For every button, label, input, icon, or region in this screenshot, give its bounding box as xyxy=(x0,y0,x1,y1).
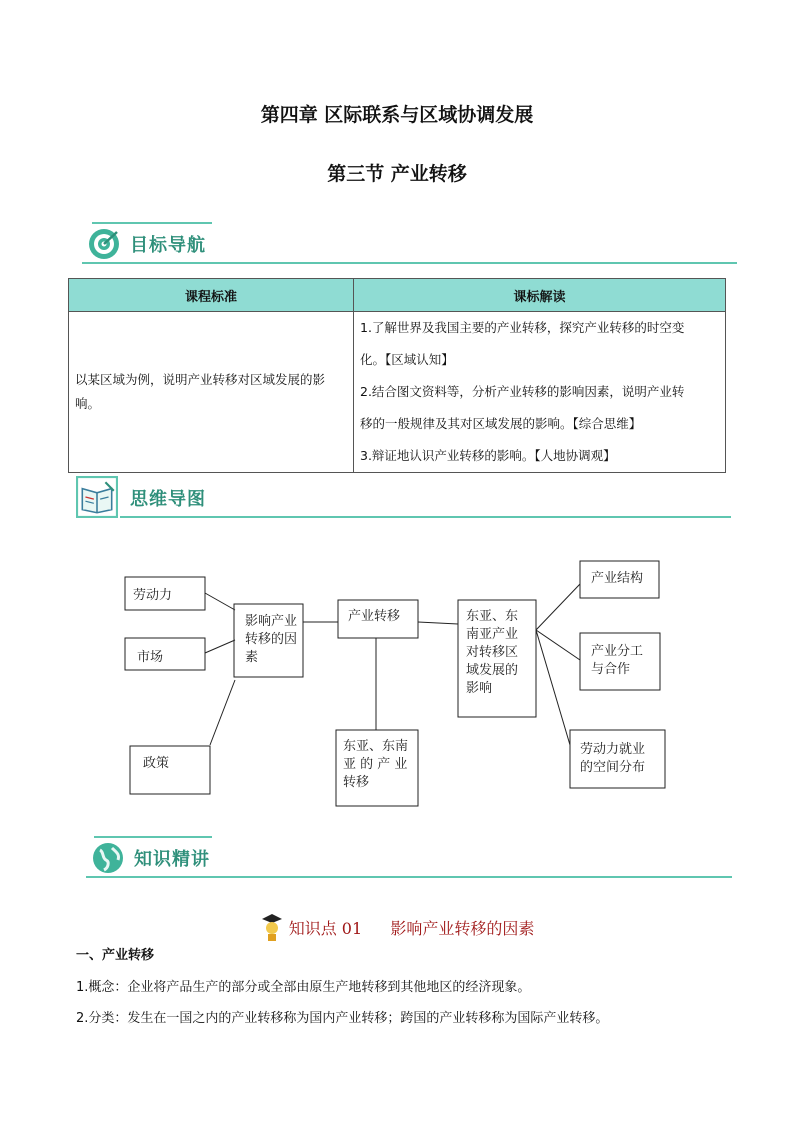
impact-text-line: 域发展的 xyxy=(466,663,519,678)
employment-text-line: 的空间分布 xyxy=(580,760,646,775)
header-top-line xyxy=(92,222,212,224)
interpretation-line: 3.辩证地认识产业转移的影响。【人地协调观】 xyxy=(360,448,616,463)
goals-table xyxy=(68,278,726,473)
employment-text-line: 劳动力就业 xyxy=(580,742,646,757)
knowledge-point-label: 知识点 01 xyxy=(288,919,363,938)
book-icon xyxy=(76,476,118,518)
target-icon xyxy=(86,226,122,262)
interpretation-line: 1.了解世界及我国主要的产业转移，探究产业转移的时空变 xyxy=(360,320,685,335)
mind-map-diagram xyxy=(0,540,794,820)
graduate-icon xyxy=(260,912,284,942)
col-header-interpretation: 课标解读 xyxy=(354,279,726,312)
globe-icon xyxy=(90,840,126,876)
factors-text-line: 素 xyxy=(245,650,259,665)
transfer-text: 产业转移 xyxy=(348,609,401,624)
interpretation-cell xyxy=(354,312,726,473)
header-divider xyxy=(82,262,737,264)
interpretation-line: 2.结合图文资料等，分析产业转移的影响因素，说明产业转 xyxy=(360,384,685,399)
employment-box xyxy=(570,730,665,788)
body-paragraph: 2.分类：发生在一国之内的产业转移称为国内产业转移；跨国的产业转移称为国际产业转移。 xyxy=(76,1011,609,1026)
east-asia-text-line: 亚 的 产 业 xyxy=(343,757,408,772)
impact-text-line: 东亚、东 xyxy=(466,609,519,624)
division-text-line: 产业分工 xyxy=(591,644,644,659)
market-text: 市场 xyxy=(137,650,164,665)
body-paragraph: 1.概念：企业将产品生产的部分或全部由原生产地转移到其他地区的经济现象。 xyxy=(76,980,531,995)
interpretation-line: 化。【区域认知】 xyxy=(360,352,454,367)
header-divider xyxy=(86,876,732,878)
structure-text: 产业结构 xyxy=(591,571,644,586)
policy-text: 政策 xyxy=(143,756,170,771)
knowledge-point-title xyxy=(0,912,794,942)
impact-text-line: 影响 xyxy=(466,681,493,696)
standard-cell: 以某区域为例，说明产业转移对区域发展的影响。 xyxy=(69,312,354,473)
body-heading: 一、产业转移 xyxy=(76,948,155,963)
factors-text-line: 转移的因 xyxy=(245,632,298,647)
header-top-line xyxy=(94,836,212,838)
east-asia-text-line: 转移 xyxy=(343,775,370,790)
labor-text: 劳动力 xyxy=(133,588,173,603)
interpretation-line: 移的一般规律及其对区域发展的影响。【综合思维】 xyxy=(360,416,642,431)
header-divider xyxy=(120,516,731,518)
goals-header xyxy=(82,222,737,268)
goals-label: 目标导航 xyxy=(130,235,206,256)
knowledge-point-name: 影响产业转移的因素 xyxy=(390,919,535,938)
chapter-title: 第四章 区际联系与区域协调发展 xyxy=(260,104,534,126)
impact-text-line: 对转移区 xyxy=(466,645,519,660)
factors-text-line: 影响产业 xyxy=(245,614,298,629)
mindmap-header xyxy=(76,476,731,522)
section-title: 第三节 产业转移 xyxy=(327,163,467,185)
col-header-standard: 课程标准 xyxy=(69,279,354,312)
knowledge-header xyxy=(86,836,732,882)
impact-text-line: 南亚产业 xyxy=(466,627,519,642)
policy-box xyxy=(130,746,210,794)
knowledge-label: 知识精讲 xyxy=(134,849,210,870)
mindmap-label: 思维导图 xyxy=(130,489,206,510)
division-text-line: 与合作 xyxy=(591,662,631,677)
east-asia-text-line: 东亚、东南 xyxy=(343,739,409,754)
